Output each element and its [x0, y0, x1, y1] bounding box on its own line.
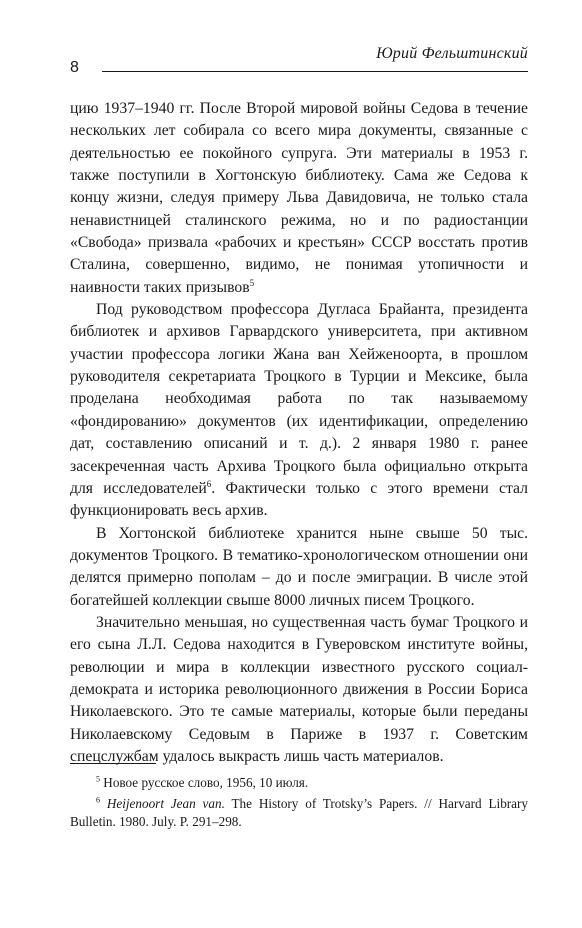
page-number: 8: [70, 59, 79, 76]
footnote-ref-6: 6: [206, 478, 212, 489]
footnote-text: The History of Trotsky’s Papers. // Harvard Library Bulletin. 1980. July. P. 291–298.: [70, 795, 529, 829]
paragraph-2: Под руководством профессора Дугласа Брайанта, президента библиотек и архивов Гарвардского университета, при активном участии профессора логики Жана ван Хейженоорта, в прошлом руководителя секретариата Троцкого в Турции и Мексике, была проделана необходимая работа по так называемому «фондированию» документов (их идентификации, определению дат, составлению описаний и т. д.). 2 января 1980 г. ранее засекреченная часть Архива Троцкого была официально открыта для исследователей$^6$. Фактически только с этого времени стал функционировать весь архив.: [70, 301, 529, 520]
body-text: [70, 98, 528, 768]
footnote-number: 6: [96, 795, 100, 805]
footnote-5: [70, 774, 528, 793]
paragraph-3: В Хогтонской библиотеке хранится ныне свыше 50 тыс. документов Троцкого. В тематико-хронологическом отношении они делятся примерно пополам – до и после эмиграции. В числе этой богатейшей коллекции свыше 8000 личных писем Троцкого.: [70, 524, 529, 609]
paragraph-1: цию 1937–1940 гг. После Второй мировой войны Седова в течение нескольких лет собирала со всего мира документы, связанные с деятельностью ее покойного супруга. Эти материалы в 1953 г. также поступили в Хогтонскую библиотеку. Сама же Седова к концу жизни, следуя примеру Льва Давидовича, не только стала ненавистницей сталинского режима, но и по радиостанции «Свобода» призвала «рабочих и крестьян» СССР восстать против Сталина, совершенно, видимо, не понимая утопичности и наивности таких призывов$^5$: [70, 100, 529, 296]
paragraph-4: Значительно меньшая, но существенная часть бумаг Троцкого и его сына Л.Л. Седова находится в Гуверовском институте войны, революции и мира в коллекции известного русского социал-демократа и историка революционного движения в России Бориса Николаевского. Это те самые материалы, которые были переданы Николаевскому Седовым в Париже в 1937 г. Советским спецслужбам удалось выкрасть лишь часть материалов.: [70, 613, 528, 765]
book-page: [70, 0, 528, 928]
footnote-text: Новое русское слово, 1956, 10 июля.: [103, 775, 309, 790]
footnote-ref-5: 5: [249, 277, 255, 288]
running-header: [70, 44, 528, 84]
running-title: Юрий Фельштинский: [376, 45, 528, 62]
footnotes: [70, 774, 528, 834]
footnote-rule: [70, 763, 156, 764]
header-rule: [102, 71, 528, 72]
footnote-author: Heijenoort Jean van.: [106, 795, 225, 811]
footnote-6: [70, 795, 528, 832]
footnote-number: 5: [96, 774, 100, 784]
